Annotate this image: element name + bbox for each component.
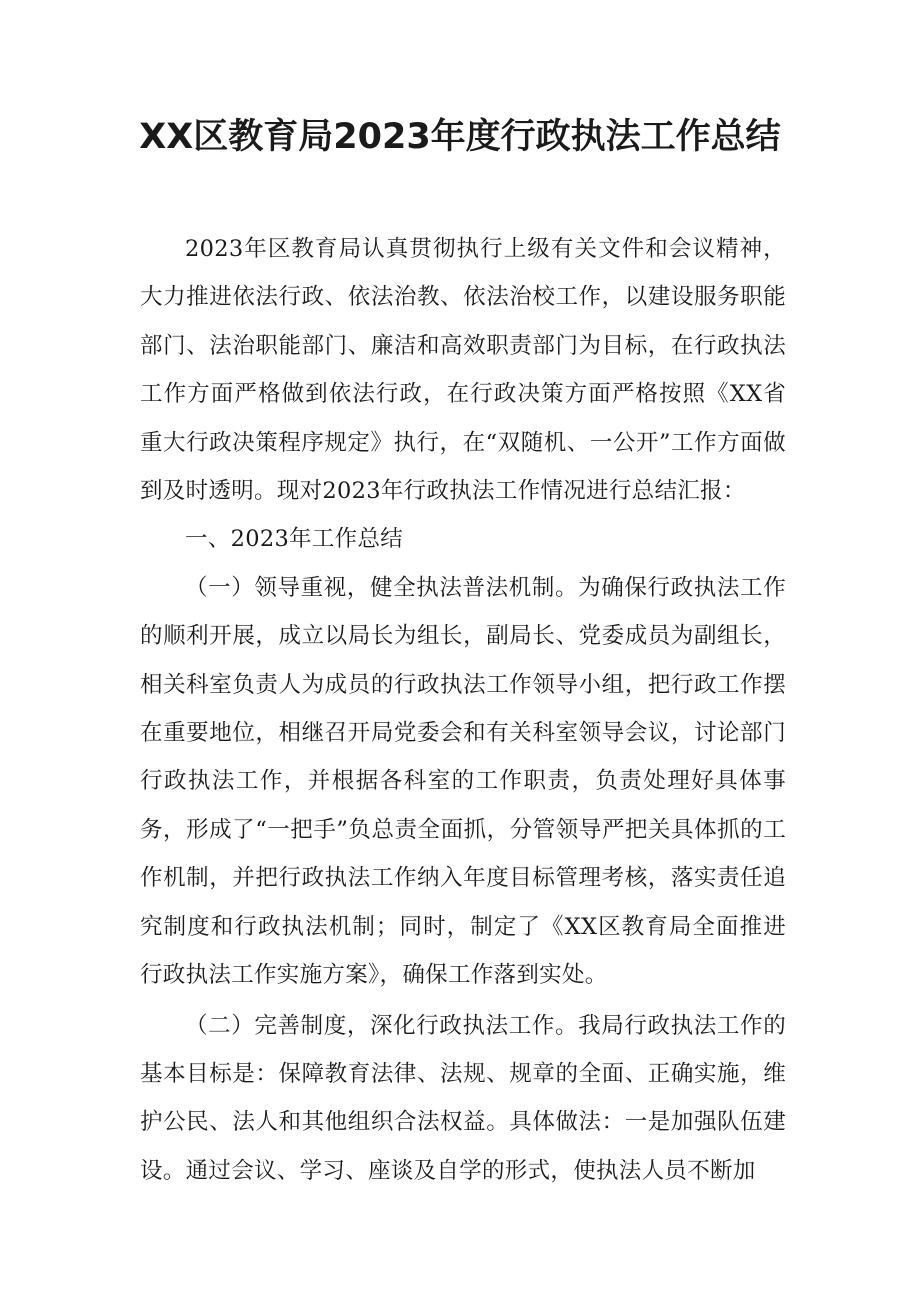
document-body: [140, 225, 786, 1195]
subsection-paragraph-2: （二）完善制度，深化行政执法工作。我局行政执法工作的基本目标是：保障教育法律、法规、规章的全面、正确实施，维护公民、法人和其他组织合法权益。具体做法：一是加强队伍建设。通过会议、学习、座谈及自学的形式，使执法人员不断加: [140, 1012, 786, 1184]
section-heading: 一、2023年工作总结: [185, 526, 404, 553]
subsection-paragraph-1: （一）领导重视，健全执法普法机制。为确保行政执法工作的顺利开展，成立以局长为组长，副局长、党委成员为副组长，相关科室负责人为成员的行政执法工作领导小组，把行政工作摆在重要地位，相继召开局党委会和有关科室领导会议，讨论部门行政执法工作，并根据各科室的工作职责，负责处理好具体事务，形成了“一把手”负总责全面抓，分管领导严把关具体抓的工作机制，并把行政执法工作纳入年度目标管理考核，落实责任追究制度和行政执法机制；同时，制定了《XX区教育局全面推进行政执法工作实施方案》，确保工作落到实处。: [140, 574, 786, 989]
intro-paragraph: 2023年区教育局认真贯彻执行上级有关文件和会议精神，大力推进依法行政、依法治教、依法治校工作，以建设服务职能部门、法治职能部门、廉洁和高效职责部门为目标，在行政执法工作方面严格做到依法行政，在行政决策方面严格按照《XX省重大行政决策程序规定》执行，在“双随机、一公开”工作方面做到及时透明。现对2023年行政执法工作情况进行总结汇报：: [140, 236, 786, 505]
document-title: XX区教育局2023年度行政执法工作总结: [139, 117, 781, 157]
